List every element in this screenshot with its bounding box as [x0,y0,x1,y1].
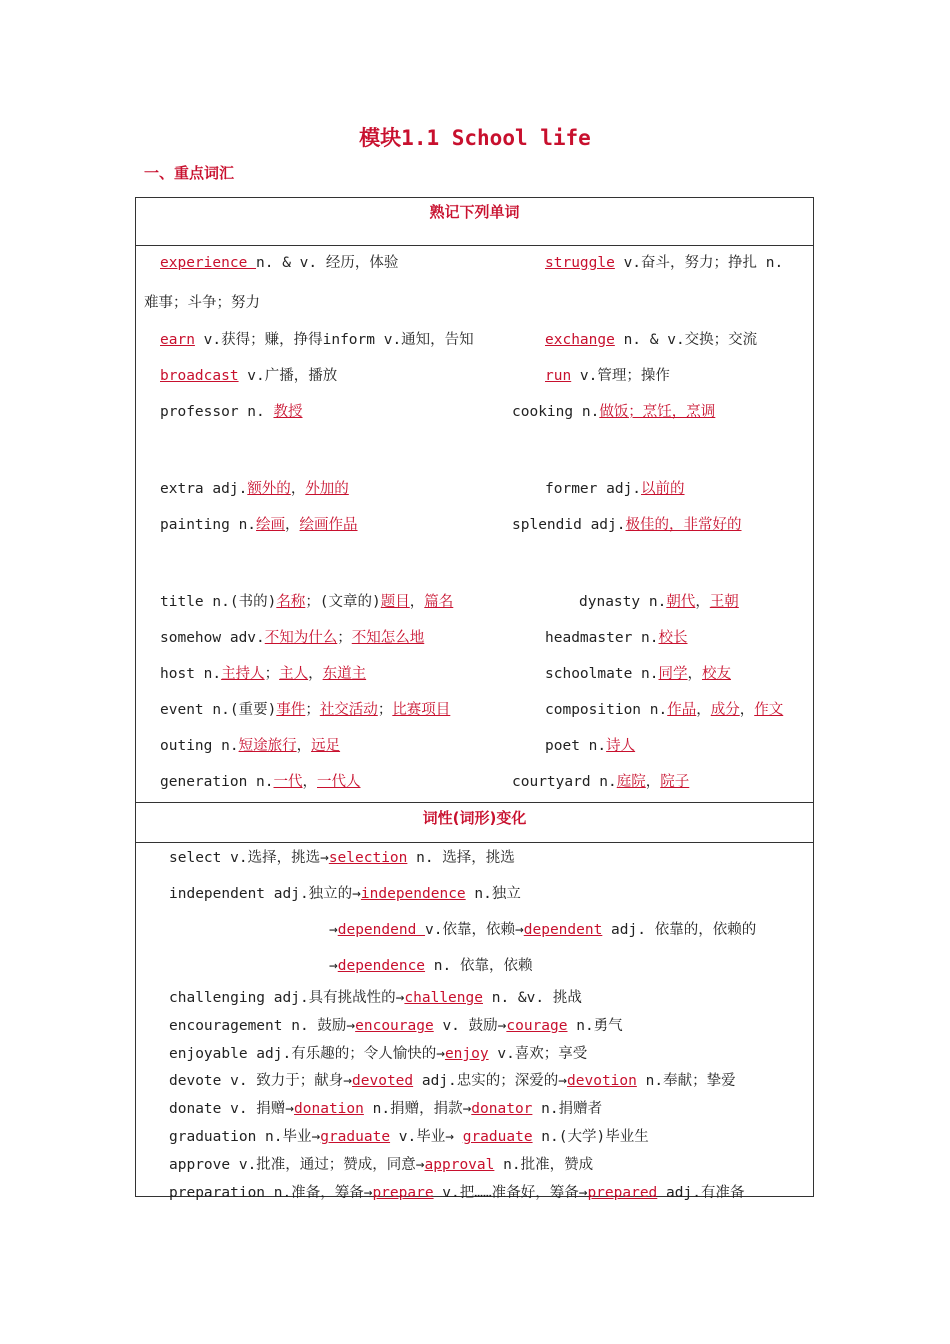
label: title n.(书的) [160,594,277,610]
definition: v.广播，播放 [238,368,338,384]
separator: ； [264,666,280,682]
form-challenging [169,986,582,1007]
label: n.捐赠，捐款→ [363,1101,472,1117]
definition: v.奋斗，努力；挣扎 n. [614,255,784,271]
label: ；(文章的) [305,594,381,610]
answer: 社交活动 [319,702,378,718]
answer: 东道主 [322,666,367,682]
vocab-event [160,698,450,719]
vocab-splendid [512,513,742,534]
label: adj.忠实的；深爱的→ [413,1073,568,1089]
label: former adj. [545,481,642,497]
form-dependence [329,954,532,975]
vocab-exchange [545,328,757,349]
table-header-forms: 词性(词形)变化 [422,809,527,827]
vocab-headmaster [545,626,688,647]
answer: 成分 [710,702,740,718]
answer: 远足 [311,738,341,754]
answer: 校友 [702,666,731,682]
separator: ， [695,594,710,610]
label: headmaster n. [545,630,659,646]
label: enjoyable adj.有乐趣的；令人愉快的→ [169,1046,445,1062]
answer: donation [294,1101,364,1117]
form-preparation [169,1181,744,1202]
label: v.把……准备好，筹备→ [433,1185,588,1201]
form-enjoyable [169,1042,587,1063]
vocab-broadcast [160,364,337,385]
table-divider [135,245,814,246]
answer: 教授 [273,404,303,420]
separator: ， [302,774,317,790]
separator: ， [696,702,711,718]
answer: 一代 [273,774,303,790]
label: adj.有准备 [657,1185,745,1201]
section-heading: 一、重点词汇 [144,164,235,182]
form-donate [169,1097,602,1118]
answer: 不知怎么地 [351,630,425,646]
label: generation n. [160,774,274,790]
answer: enjoy [444,1046,489,1062]
label: splendid adj. [512,517,626,533]
form-approve [169,1153,593,1174]
vocab-professor [160,400,303,421]
vocab-experience [160,251,398,272]
label: select v.选择，挑选→ [169,850,329,866]
label: independent adj.独立的→ [169,886,361,902]
table-header-vocab: 熟记下列单词 [429,203,520,221]
vocab-somehow [160,626,424,647]
page-title: 模块1.1 School life [359,126,591,150]
label: poet n. [545,738,607,754]
vocab-former [545,477,685,498]
label: n. 选择，挑选 [407,850,515,866]
answer: 名称 [276,594,306,610]
label: encouragement n. 鼓励→ [169,1018,356,1034]
answer: challenge [404,990,483,1006]
answer: run [545,368,572,384]
answer: 绘画 [256,517,286,533]
vocab-painting [160,513,358,534]
vocab-composition [545,698,783,719]
answer: graduate [462,1129,533,1145]
answer: encourage [355,1018,434,1034]
answer: 绘画作品 [299,517,358,533]
definition: n. & v. 经历，体验 [256,255,399,271]
definition: n. & v.交换；交流 [614,332,758,348]
answer: 不知为什么 [264,630,338,646]
answer: 主持人 [221,666,265,682]
answer: dependence [337,958,426,974]
answer: independence [360,886,466,902]
label: n.批准，赞成 [494,1157,594,1173]
answer: 一代人 [317,774,361,790]
label: n.(大学)毕业生 [532,1129,649,1145]
separator: ， [687,666,702,682]
answer: 主人 [279,666,309,682]
answer: 同学 [658,666,688,682]
form-independent [169,882,521,903]
answer: 事件 [276,702,306,718]
separator: ， [409,594,425,610]
label: painting n. [160,517,257,533]
label: schoolmate n. [545,666,659,682]
answer: 作品 [667,702,697,718]
label: devote v. 致力于；献身→ [169,1073,353,1089]
answer: courage [506,1018,568,1034]
answer: prepare [372,1185,434,1201]
answer: 外加的 [305,481,349,497]
answer: 院子 [660,774,690,790]
vocab-title [160,590,453,611]
vocab-host [160,662,366,683]
definition: v.获得；赚，挣得inform v.通知，告知 [194,332,474,348]
vocab-extra [160,477,349,498]
table-divider [135,802,814,803]
answer: selection [328,850,408,866]
label: n.独立 [465,886,521,902]
vocab-earn [160,328,474,349]
answer: devotion [567,1073,637,1089]
form-devote [169,1069,736,1090]
vocab-struggle [545,251,783,272]
label: n. 依靠，依赖 [425,958,533,974]
vocab-generation [160,770,361,791]
label: v.喜欢；享受 [488,1046,588,1062]
answer: experience [160,255,257,271]
form-depend [329,918,756,939]
answer: 短途旅行 [238,738,297,754]
answer: 庭院 [616,774,646,790]
vocab-cooking [512,400,715,421]
answer: 以前的 [641,481,685,497]
label: → [329,922,338,938]
label: v.毕业→ [390,1129,463,1145]
label: dynasty n. [579,594,667,610]
vocab-struggle-cont: 难事；斗争；努力 [144,295,260,311]
vocab-dynasty [579,590,739,611]
answer: 题目 [380,594,410,610]
answer: 额外的 [247,481,291,497]
answer: 校长 [658,630,688,646]
separator: ； [377,702,393,718]
answer: prepared [587,1185,658,1201]
answer: 做饭；烹饪，烹调 [599,404,716,420]
label: graduation n.毕业→ [169,1129,321,1145]
separator: ， [308,666,323,682]
answer: struggle [545,255,615,271]
label: cooking n. [512,404,600,420]
label: somehow adv. [160,630,265,646]
definition: v.管理；操作 [571,368,670,384]
answer: dependent [523,922,603,938]
answer: devoted [352,1073,414,1089]
answer: dependend [337,922,426,938]
table-divider [135,842,814,843]
answer: 诗人 [606,738,636,754]
label: → [329,958,338,974]
label: preparation n.准备，筹备→ [169,1185,373,1201]
form-graduation [169,1125,649,1146]
answer: 篇名 [424,594,454,610]
label: extra adj. [160,481,248,497]
vocab-poet [545,734,635,755]
answer: donator [471,1101,533,1117]
separator: ， [645,774,661,790]
vocab-courtyard [512,770,689,791]
label: donate v. 捐赠→ [169,1101,295,1117]
label: n.勇气 [567,1018,623,1034]
separator: ， [290,481,306,497]
vocab-outing [160,734,340,755]
separator: ， [285,517,300,533]
label: v. 鼓励→ [433,1018,507,1034]
answer: graduate [320,1129,391,1145]
answer: earn [160,332,195,348]
form-select [169,846,515,867]
label: challenging adj.具有挑战性的→ [169,990,405,1006]
separator: ， [296,738,312,754]
answer: broadcast [160,368,239,384]
label: n. &v. 挑战 [482,990,582,1006]
answer: exchange [545,332,615,348]
answer: 作文 [754,702,784,718]
label: outing n. [160,738,239,754]
answer: 极佳的，非常好的 [625,517,742,533]
label: courtyard n. [512,774,617,790]
form-encouragement [169,1014,623,1035]
label: professor n. [160,404,274,420]
label: n.奉献；挚爱 [636,1073,736,1089]
label: composition n. [545,702,668,718]
separator: ； [337,630,352,646]
label: host n. [160,666,222,682]
answer: 王朝 [709,594,739,610]
answer: approval [424,1157,495,1173]
label: event n.(重要) [160,702,277,718]
separator: ， [739,702,755,718]
label: approve v.批准，通过；赞成，同意→ [169,1157,425,1173]
answer: 比赛项目 [392,702,451,718]
label: adj. 依靠的，依赖的 [602,922,757,938]
answer: 朝代 [666,594,696,610]
label: n.捐赠者 [532,1101,603,1117]
label: v.依靠，依赖→ [425,922,524,938]
vocab-schoolmate [545,662,731,683]
separator: ； [305,702,320,718]
vocab-run [545,364,670,385]
